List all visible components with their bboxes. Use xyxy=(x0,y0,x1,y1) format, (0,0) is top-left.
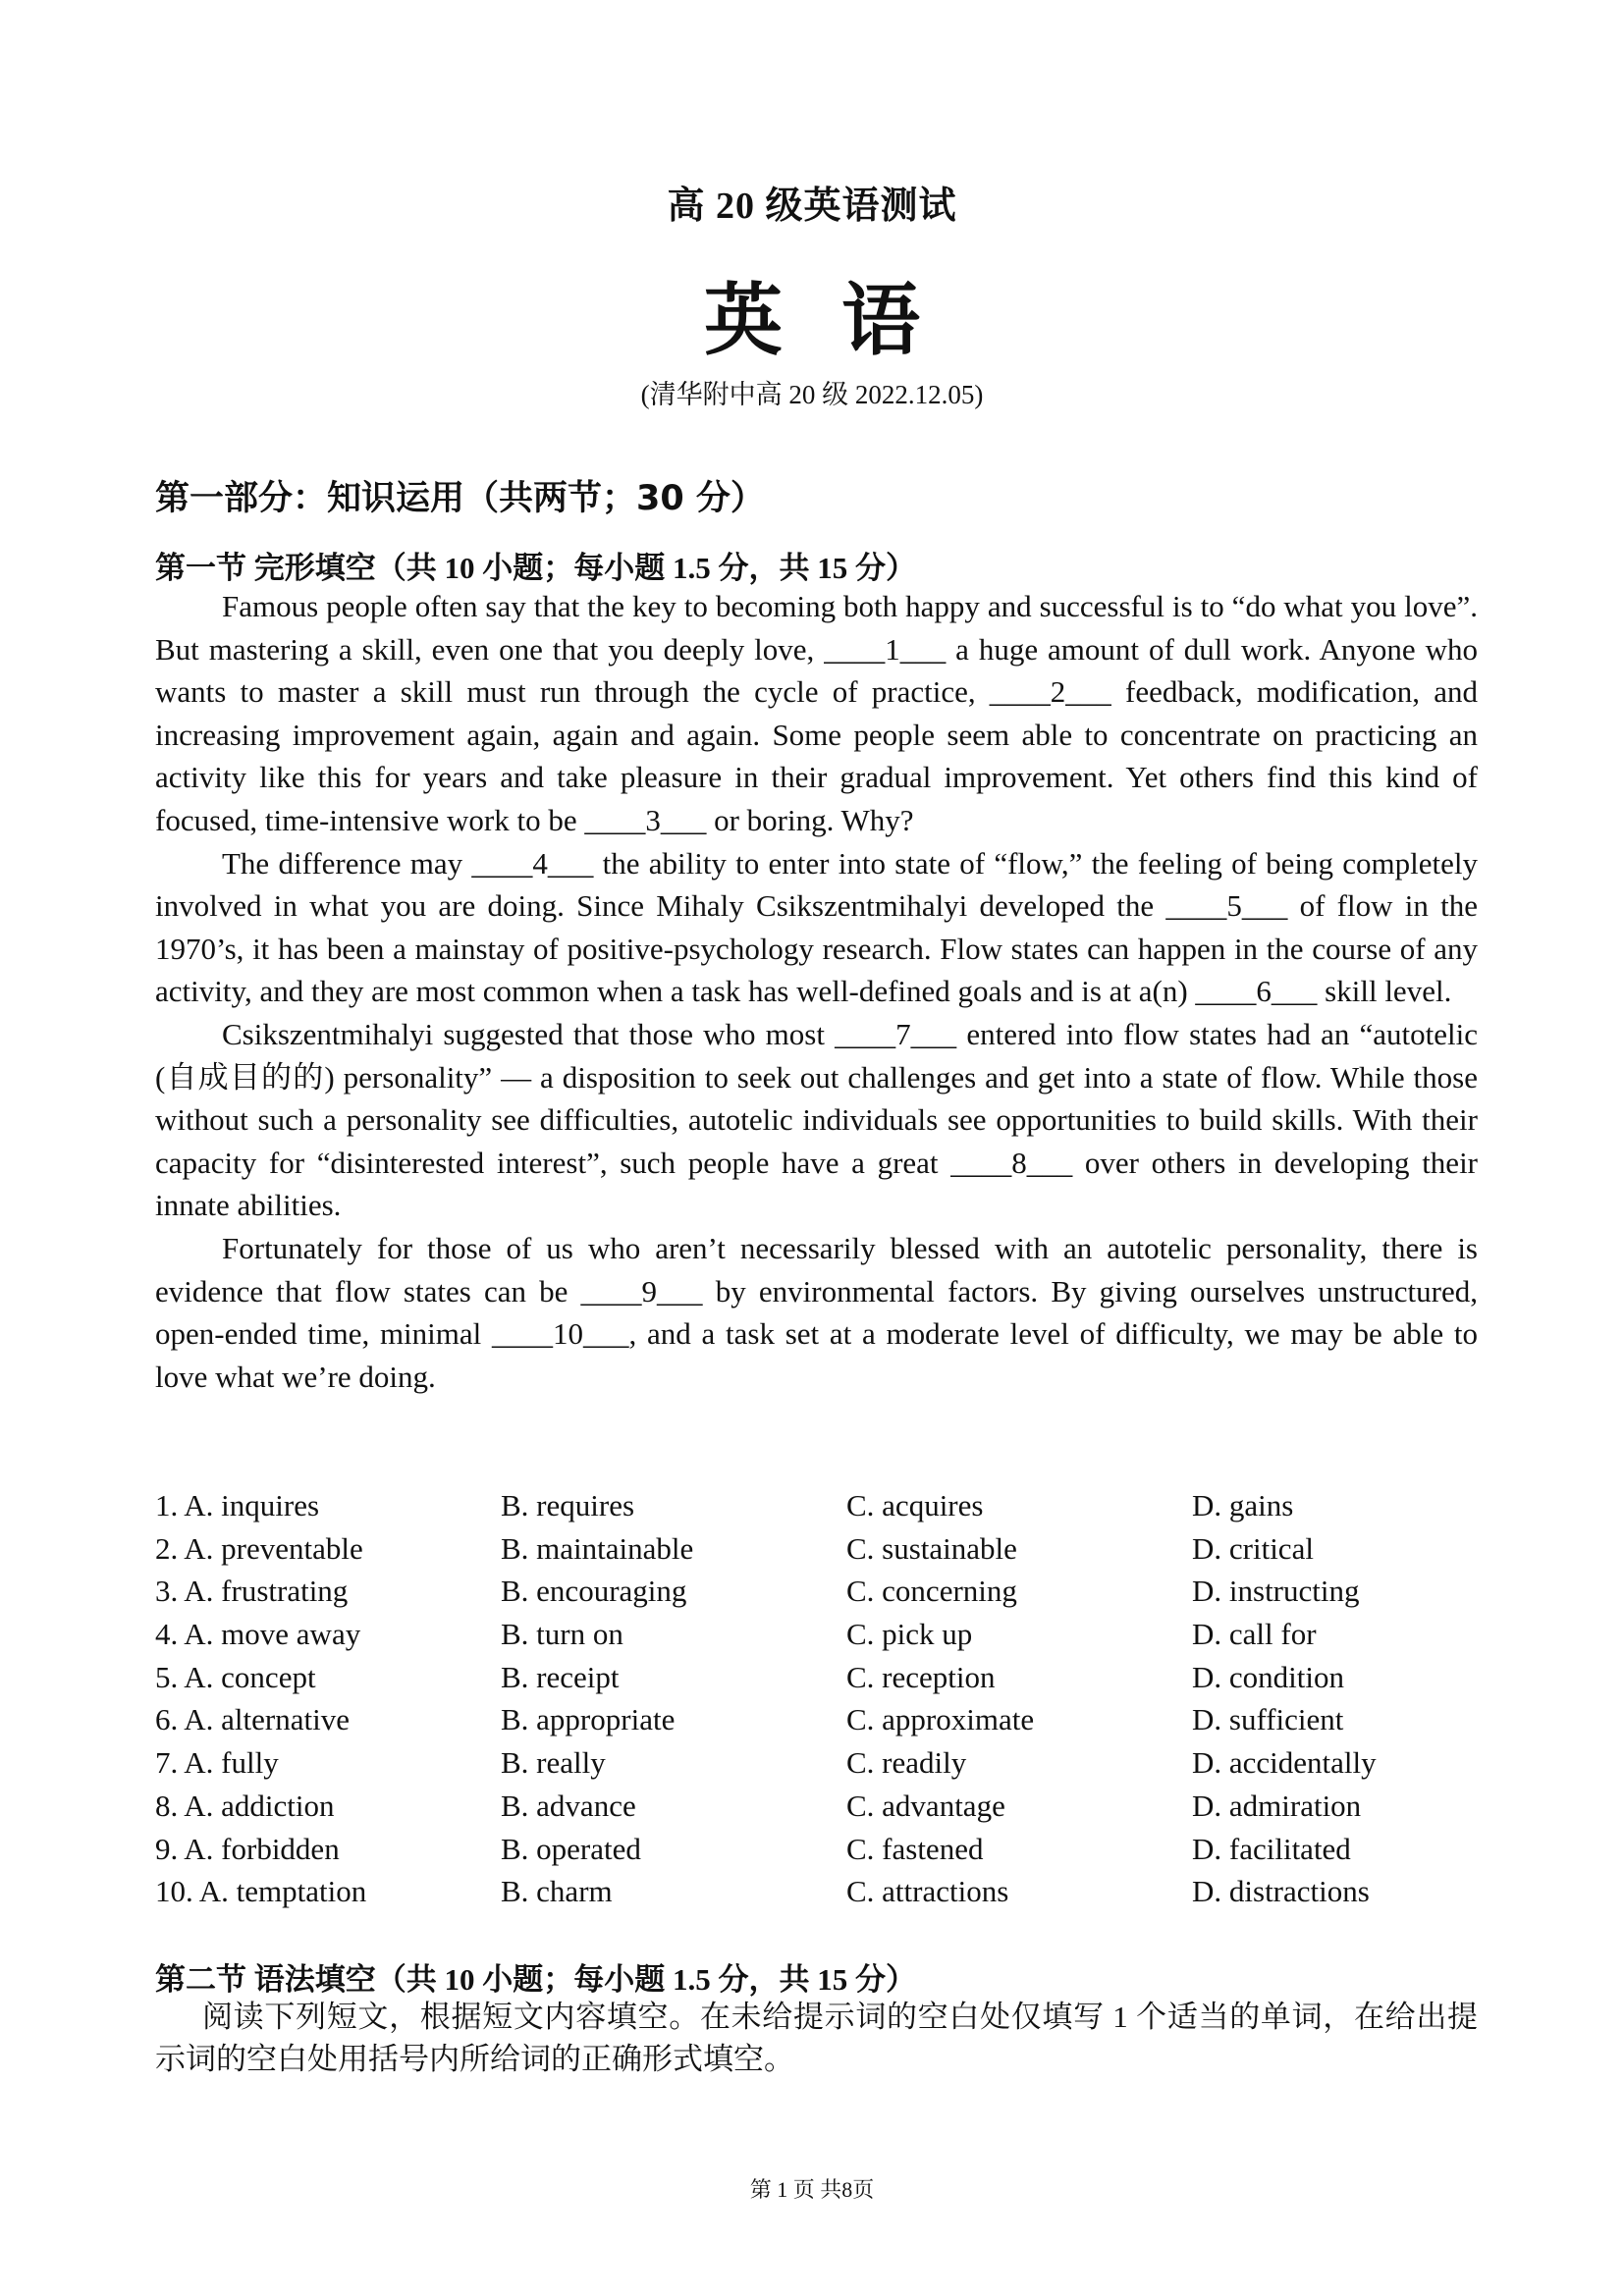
option-choice: B. turn on xyxy=(501,1617,623,1652)
option-choice: 8. A. addiction xyxy=(155,1788,335,1823)
option-choice: B. requires xyxy=(501,1488,635,1522)
option-choice: D. instructing xyxy=(1192,1574,1360,1609)
passage-paragraph: Famous people often say that the key to becoming both happy and successful is to “do what you love”. But mastering a skill, even one that you deeply love, ____1___ a huge amount of dull work. Anyone who wants to master a skill must run through the cycle of practice, ____2___ feedback, modification, and increasing improvement again, again and again. Some people seem able to concentrate on practicing an activity like this for years and take pleasure in their gradual improvement. Yet others find this kind of focused, time-intensive work to be ____3___ or boring. Why? xyxy=(155,589,1478,837)
option-choice: D. call for xyxy=(1192,1617,1317,1652)
option-choice: B. really xyxy=(501,1745,606,1781)
option-choice: C. fastened xyxy=(846,1831,984,1866)
option-choice: C. readily xyxy=(846,1745,967,1781)
option-choice: 9. A. forbidden xyxy=(155,1831,340,1866)
option-choice: 1. A. inquires xyxy=(155,1488,320,1522)
option-row xyxy=(155,1828,1549,1871)
option-row xyxy=(155,1484,1549,1527)
option-choice: 4. A. move away xyxy=(155,1617,361,1652)
section-two-instructions: 阅读下列短文，根据短文内容填空。在未给提示词的空白处仅填写 1 个适当的单词，在给出提示词的空白处用括号内所给词的正确形式填空。 xyxy=(155,2000,1478,2076)
option-choice: B. operated xyxy=(501,1831,641,1866)
option-choice: C. concerning xyxy=(846,1574,1017,1609)
option-choice: D. critical xyxy=(1192,1530,1314,1566)
option-row xyxy=(155,1698,1549,1741)
section-one-title: 第一节 完形填空（共 10 小题；每小题 1.5 分，共 15 分） xyxy=(155,551,916,585)
option-choice: 6. A. alternative xyxy=(155,1702,350,1737)
option-row xyxy=(155,1613,1549,1656)
passage-paragraph: The difference may ____4___ the ability to enter into state of “flow,” the feeling of being completely involved in what you are doing. Since Mihaly Csikszentmihalyi developed the ____5___ of flow in the 1970’s, it has been a mainstay of positive-psychology research. Flow states can happen in the course of any activity, and they are most common when a task has well-defined goals and is at a(n) ____6___ skill level. xyxy=(155,845,1478,1009)
option-choice: C. acquires xyxy=(846,1488,984,1522)
cloze-passage xyxy=(155,585,1478,1398)
option-choice: 3. A. frustrating xyxy=(155,1574,349,1609)
option-choice: C. advantage xyxy=(846,1788,1005,1823)
part-one-title: 第一部分：知识运用（共两节；30 分） xyxy=(155,479,765,518)
option-choice: D. condition xyxy=(1192,1659,1344,1694)
option-choice: B. maintainable xyxy=(501,1530,694,1566)
option-choice: 5. A. concept xyxy=(155,1659,316,1694)
exam-title: 高 20 级英语测试 xyxy=(667,186,957,227)
section-two-title: 第二节 语法填空（共 10 小题；每小题 1.5 分，共 15 分） xyxy=(155,1962,916,1997)
option-choice: D. gains xyxy=(1192,1488,1294,1522)
options-list xyxy=(155,1484,1549,1913)
option-choice: 2. A. preventable xyxy=(155,1530,363,1566)
page-number: 第 1 页 共8页 xyxy=(749,2177,875,2202)
option-choice: C. attractions xyxy=(846,1874,1009,1909)
option-choice: D. sufficient xyxy=(1192,1702,1344,1737)
option-choice: B. encouraging xyxy=(501,1574,687,1609)
option-choice: B. advance xyxy=(501,1788,636,1823)
option-choice: D. distractions xyxy=(1192,1874,1370,1909)
subject-title: 英语 xyxy=(704,279,979,365)
option-row xyxy=(155,1870,1549,1913)
school-date: (清华附中高 20 级 2022.12.05) xyxy=(640,380,984,409)
passage-paragraph: Csikszentmihalyi suggested that those who most ____7___ entered into flow states had an “autotelic (自成目的的) personality” — a disposition to seek out challenges and get into a state of flow. While those without such a personality see difficulties, autotelic individuals see opportunities to build skills. With their capacity for “disinterested interest”, such people have a great ____8___ over others in developing their innate abilities. xyxy=(155,1016,1478,1223)
option-row xyxy=(155,1785,1549,1828)
option-row xyxy=(155,1570,1549,1613)
option-choice: 7. A. fully xyxy=(155,1745,279,1781)
option-choice: D. admiration xyxy=(1192,1788,1362,1823)
option-row xyxy=(155,1741,1549,1785)
option-choice: D. facilitated xyxy=(1192,1831,1351,1866)
option-row xyxy=(155,1527,1549,1571)
option-choice: 10. A. temptation xyxy=(155,1874,367,1909)
option-choice: C. sustainable xyxy=(846,1530,1017,1566)
option-choice: C. reception xyxy=(846,1659,996,1694)
option-choice: B. receipt xyxy=(501,1659,620,1694)
option-choice: C. pick up xyxy=(846,1617,973,1652)
option-choice: C. approximate xyxy=(846,1702,1035,1737)
option-row xyxy=(155,1656,1549,1699)
option-choice: B. appropriate xyxy=(501,1702,676,1737)
option-choice: D. accidentally xyxy=(1192,1745,1377,1781)
option-choice: B. charm xyxy=(501,1874,613,1909)
passage-paragraph: Fortunately for those of us who aren’t necessarily blessed with an autotelic personality, there is evidence that flow states can be ____9___ by environmental factors. By giving ourselves unstructured, open-ended time, minimal ____10___, and a task set at a moderate level of difficulty, we may be able to love what we’re doing. xyxy=(155,1230,1478,1394)
